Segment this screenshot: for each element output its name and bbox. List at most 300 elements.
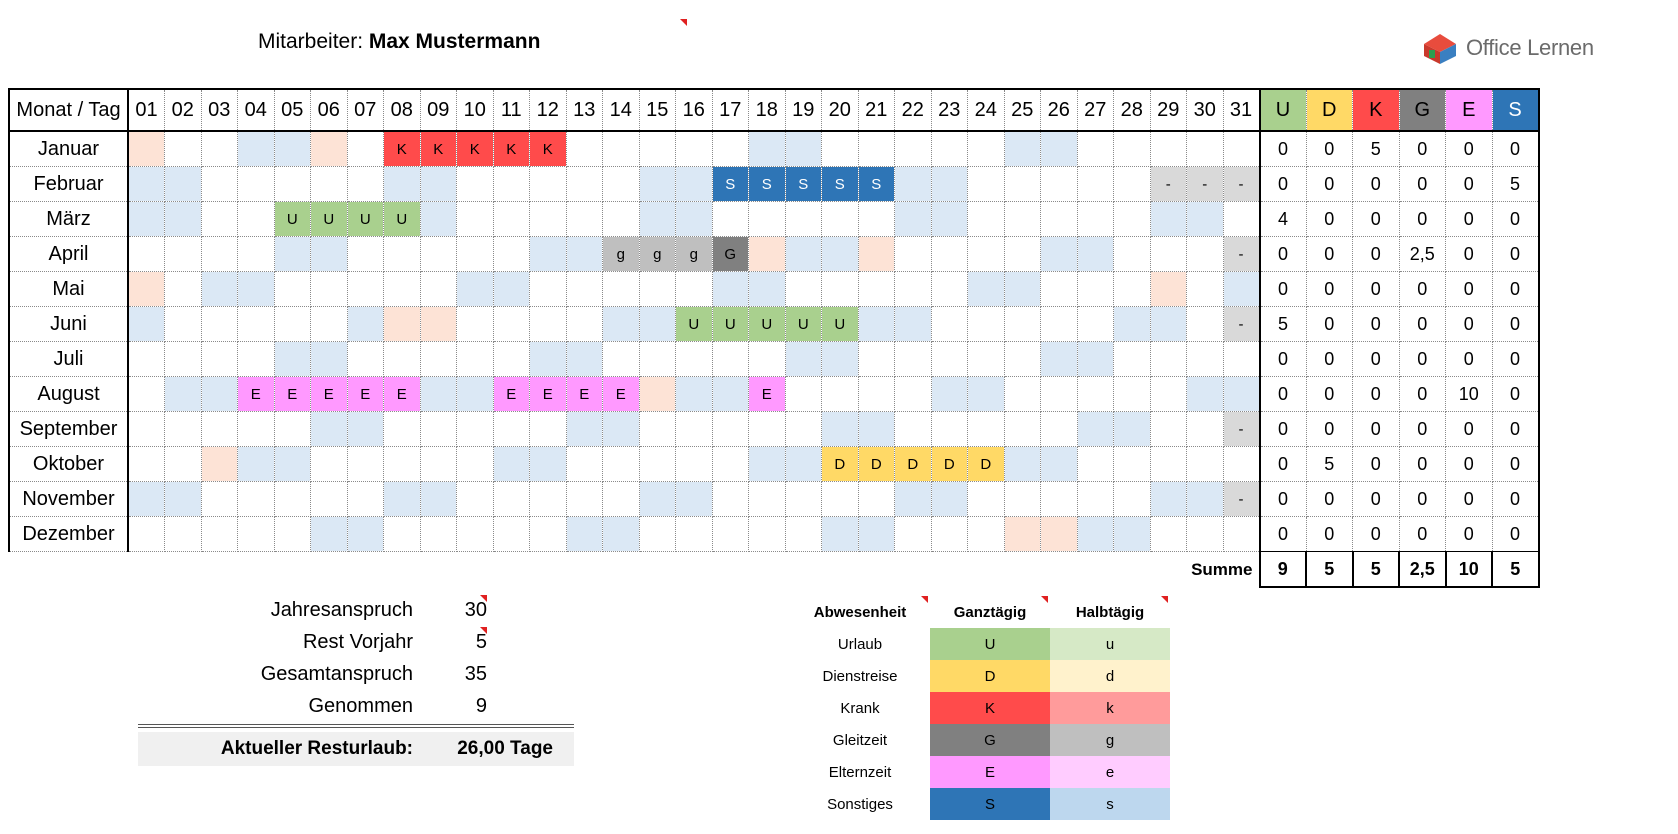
day-cell[interactable] [676, 517, 713, 552]
day-cell[interactable] [639, 342, 676, 377]
day-cell[interactable] [493, 237, 530, 272]
day-cell[interactable] [201, 377, 238, 412]
day-cell[interactable] [603, 202, 640, 237]
day-cell[interactable] [968, 167, 1005, 202]
day-cell[interactable] [384, 447, 421, 482]
day-cell[interactable] [712, 377, 749, 412]
day-cell[interactable] [128, 202, 165, 237]
comment-indicator-icon[interactable] [1161, 596, 1168, 603]
day-cell[interactable] [238, 307, 275, 342]
day-cell[interactable] [274, 307, 311, 342]
day-cell[interactable]: - [1223, 412, 1260, 447]
day-cell[interactable] [1223, 202, 1260, 237]
day-cell[interactable] [128, 237, 165, 272]
day-cell[interactable] [274, 482, 311, 517]
day-cell[interactable]: g [603, 237, 640, 272]
day-cell[interactable] [1114, 412, 1151, 447]
summary-value[interactable]: 35 [464, 662, 487, 685]
day-cell[interactable] [1004, 447, 1041, 482]
day-cell[interactable] [420, 202, 457, 237]
day-cell[interactable] [530, 202, 567, 237]
day-cell[interactable] [603, 482, 640, 517]
day-cell[interactable] [712, 447, 749, 482]
day-cell[interactable] [128, 517, 165, 552]
day-cell[interactable] [347, 272, 384, 307]
day-cell[interactable] [676, 167, 713, 202]
day-cell[interactable] [931, 202, 968, 237]
day-cell[interactable] [128, 412, 165, 447]
day-cell[interactable] [968, 237, 1005, 272]
day-cell[interactable] [457, 447, 494, 482]
day-cell[interactable] [603, 447, 640, 482]
day-cell[interactable] [1077, 517, 1114, 552]
day-cell[interactable] [1004, 342, 1041, 377]
day-cell[interactable] [1187, 237, 1224, 272]
day-cell[interactable] [165, 202, 202, 237]
day-cell[interactable]: S [858, 167, 895, 202]
day-cell[interactable] [785, 202, 822, 237]
day-cell[interactable]: - [1187, 167, 1224, 202]
day-cell[interactable]: K [493, 131, 530, 167]
day-cell[interactable] [311, 237, 348, 272]
day-cell[interactable] [201, 272, 238, 307]
day-cell[interactable] [639, 307, 676, 342]
day-cell[interactable] [128, 377, 165, 412]
day-cell[interactable] [858, 482, 895, 517]
day-cell[interactable] [457, 342, 494, 377]
day-cell[interactable] [420, 272, 457, 307]
day-cell[interactable] [858, 307, 895, 342]
day-cell[interactable] [749, 342, 786, 377]
day-cell[interactable] [165, 517, 202, 552]
day-cell[interactable] [712, 272, 749, 307]
day-cell[interactable]: U [347, 202, 384, 237]
day-cell[interactable]: U [274, 202, 311, 237]
comment-indicator-icon[interactable] [480, 595, 487, 602]
day-cell[interactable]: E [749, 377, 786, 412]
day-cell[interactable] [968, 412, 1005, 447]
day-cell[interactable]: S [712, 167, 749, 202]
day-cell[interactable] [968, 342, 1005, 377]
day-cell[interactable] [895, 272, 932, 307]
day-cell[interactable] [165, 342, 202, 377]
day-cell[interactable] [1004, 482, 1041, 517]
day-cell[interactable]: E [603, 377, 640, 412]
day-cell[interactable] [165, 482, 202, 517]
day-cell[interactable] [347, 342, 384, 377]
day-cell[interactable] [603, 131, 640, 167]
day-cell[interactable] [968, 377, 1005, 412]
day-cell[interactable] [858, 237, 895, 272]
day-cell[interactable]: D [968, 447, 1005, 482]
day-cell[interactable] [1004, 167, 1041, 202]
day-cell[interactable]: E [530, 377, 567, 412]
day-cell[interactable] [493, 307, 530, 342]
day-cell[interactable] [1114, 272, 1151, 307]
day-cell[interactable] [1187, 131, 1224, 167]
day-cell[interactable] [712, 202, 749, 237]
day-cell[interactable] [420, 237, 457, 272]
day-cell[interactable] [274, 517, 311, 552]
day-cell[interactable] [311, 412, 348, 447]
day-cell[interactable] [566, 131, 603, 167]
day-cell[interactable] [1004, 272, 1041, 307]
day-cell[interactable] [1114, 517, 1151, 552]
day-cell[interactable] [858, 131, 895, 167]
day-cell[interactable] [639, 482, 676, 517]
day-cell[interactable] [639, 412, 676, 447]
day-cell[interactable] [384, 412, 421, 447]
day-cell[interactable] [201, 131, 238, 167]
day-cell[interactable] [931, 167, 968, 202]
day-cell[interactable] [384, 517, 421, 552]
day-cell[interactable] [931, 272, 968, 307]
day-cell[interactable] [238, 342, 275, 377]
day-cell[interactable] [676, 447, 713, 482]
day-cell[interactable] [457, 377, 494, 412]
day-cell[interactable] [639, 447, 676, 482]
day-cell[interactable] [1041, 307, 1078, 342]
day-cell[interactable] [822, 237, 859, 272]
day-cell[interactable] [858, 517, 895, 552]
day-cell[interactable] [1223, 272, 1260, 307]
day-cell[interactable] [420, 447, 457, 482]
day-cell[interactable] [639, 272, 676, 307]
day-cell[interactable] [1114, 447, 1151, 482]
day-cell[interactable] [457, 167, 494, 202]
day-cell[interactable] [201, 167, 238, 202]
day-cell[interactable] [858, 377, 895, 412]
day-cell[interactable] [384, 272, 421, 307]
day-cell[interactable] [1114, 342, 1151, 377]
day-cell[interactable] [566, 307, 603, 342]
day-cell[interactable] [749, 447, 786, 482]
day-cell[interactable] [931, 237, 968, 272]
day-cell[interactable]: K [530, 131, 567, 167]
day-cell[interactable] [603, 517, 640, 552]
day-cell[interactable] [530, 447, 567, 482]
day-cell[interactable] [274, 237, 311, 272]
day-cell[interactable] [822, 377, 859, 412]
day-cell[interactable] [1077, 412, 1114, 447]
day-cell[interactable]: U [384, 202, 421, 237]
day-cell[interactable]: E [566, 377, 603, 412]
day-cell[interactable] [201, 237, 238, 272]
day-cell[interactable] [785, 447, 822, 482]
day-cell[interactable] [384, 482, 421, 517]
day-cell[interactable] [420, 342, 457, 377]
day-cell[interactable] [1077, 447, 1114, 482]
day-cell[interactable] [493, 272, 530, 307]
day-cell[interactable] [968, 517, 1005, 552]
day-cell[interactable] [311, 342, 348, 377]
day-cell[interactable] [238, 131, 275, 167]
day-cell[interactable] [822, 202, 859, 237]
day-cell[interactable] [238, 237, 275, 272]
day-cell[interactable] [1114, 202, 1151, 237]
day-cell[interactable] [493, 202, 530, 237]
day-cell[interactable] [1041, 237, 1078, 272]
day-cell[interactable] [676, 482, 713, 517]
day-cell[interactable]: E [311, 377, 348, 412]
day-cell[interactable] [566, 237, 603, 272]
summary-value[interactable]: 5 [413, 631, 487, 654]
day-cell[interactable] [1041, 167, 1078, 202]
day-cell[interactable] [420, 377, 457, 412]
day-cell[interactable]: S [822, 167, 859, 202]
day-cell[interactable] [749, 482, 786, 517]
day-cell[interactable] [238, 167, 275, 202]
day-cell[interactable] [457, 307, 494, 342]
day-cell[interactable]: D [858, 447, 895, 482]
day-cell[interactable] [128, 447, 165, 482]
day-cell[interactable] [822, 482, 859, 517]
day-cell[interactable] [1150, 237, 1187, 272]
day-cell[interactable] [493, 517, 530, 552]
day-cell[interactable]: U [311, 202, 348, 237]
day-cell[interactable]: U [822, 307, 859, 342]
day-cell[interactable] [1150, 412, 1187, 447]
day-cell[interactable] [457, 272, 494, 307]
day-cell[interactable] [603, 342, 640, 377]
day-cell[interactable] [566, 482, 603, 517]
day-cell[interactable] [165, 412, 202, 447]
day-cell[interactable] [931, 307, 968, 342]
day-cell[interactable] [712, 412, 749, 447]
day-cell[interactable]: - [1223, 482, 1260, 517]
day-cell[interactable] [274, 447, 311, 482]
day-cell[interactable] [1150, 482, 1187, 517]
day-cell[interactable] [895, 131, 932, 167]
day-cell[interactable] [1223, 131, 1260, 167]
day-cell[interactable] [749, 517, 786, 552]
day-cell[interactable] [347, 412, 384, 447]
day-cell[interactable] [201, 202, 238, 237]
day-cell[interactable] [566, 447, 603, 482]
day-cell[interactable] [238, 272, 275, 307]
day-cell[interactable] [749, 202, 786, 237]
day-cell[interactable] [128, 307, 165, 342]
day-cell[interactable] [347, 517, 384, 552]
day-cell[interactable] [311, 482, 348, 517]
day-cell[interactable] [128, 272, 165, 307]
day-cell[interactable]: G [712, 237, 749, 272]
day-cell[interactable] [822, 272, 859, 307]
day-cell[interactable] [1041, 202, 1078, 237]
day-cell[interactable] [420, 482, 457, 517]
day-cell[interactable] [785, 377, 822, 412]
day-cell[interactable] [1077, 342, 1114, 377]
day-cell[interactable] [1150, 342, 1187, 377]
day-cell[interactable] [639, 202, 676, 237]
day-cell[interactable] [311, 131, 348, 167]
day-cell[interactable] [274, 272, 311, 307]
day-cell[interactable] [639, 167, 676, 202]
comment-indicator-icon[interactable] [1041, 596, 1048, 603]
day-cell[interactable] [858, 342, 895, 377]
day-cell[interactable] [201, 517, 238, 552]
day-cell[interactable] [822, 131, 859, 167]
day-cell[interactable] [347, 482, 384, 517]
day-cell[interactable] [895, 377, 932, 412]
day-cell[interactable] [968, 482, 1005, 517]
day-cell[interactable] [1041, 447, 1078, 482]
day-cell[interactable] [1004, 307, 1041, 342]
day-cell[interactable] [238, 482, 275, 517]
day-cell[interactable] [895, 482, 932, 517]
day-cell[interactable]: K [457, 131, 494, 167]
day-cell[interactable] [1004, 377, 1041, 412]
day-cell[interactable] [165, 131, 202, 167]
day-cell[interactable] [931, 412, 968, 447]
day-cell[interactable] [895, 237, 932, 272]
day-cell[interactable] [530, 272, 567, 307]
day-cell[interactable]: - [1223, 237, 1260, 272]
day-cell[interactable]: g [676, 237, 713, 272]
day-cell[interactable] [1041, 272, 1078, 307]
day-cell[interactable] [530, 307, 567, 342]
day-cell[interactable] [749, 237, 786, 272]
day-cell[interactable] [1114, 307, 1151, 342]
day-cell[interactable] [274, 412, 311, 447]
summary-value[interactable]: 30 [413, 599, 487, 622]
day-cell[interactable]: U [676, 307, 713, 342]
day-cell[interactable] [238, 517, 275, 552]
day-cell[interactable] [457, 237, 494, 272]
day-cell[interactable] [238, 202, 275, 237]
day-cell[interactable] [676, 202, 713, 237]
day-cell[interactable] [895, 202, 932, 237]
day-cell[interactable] [493, 412, 530, 447]
day-cell[interactable] [1004, 412, 1041, 447]
day-cell[interactable] [603, 307, 640, 342]
day-cell[interactable] [165, 307, 202, 342]
day-cell[interactable] [493, 342, 530, 377]
day-cell[interactable] [1041, 517, 1078, 552]
day-cell[interactable] [566, 342, 603, 377]
day-cell[interactable] [895, 517, 932, 552]
day-cell[interactable]: E [274, 377, 311, 412]
day-cell[interactable] [530, 167, 567, 202]
day-cell[interactable] [530, 412, 567, 447]
day-cell[interactable] [238, 447, 275, 482]
day-cell[interactable] [931, 377, 968, 412]
day-cell[interactable] [1114, 482, 1151, 517]
day-cell[interactable] [895, 412, 932, 447]
day-cell[interactable] [749, 131, 786, 167]
day-cell[interactable] [1223, 447, 1260, 482]
day-cell[interactable] [128, 482, 165, 517]
day-cell[interactable] [1004, 517, 1041, 552]
day-cell[interactable] [1187, 202, 1224, 237]
day-cell[interactable] [384, 167, 421, 202]
day-cell[interactable] [1187, 482, 1224, 517]
day-cell[interactable] [165, 167, 202, 202]
day-cell[interactable] [931, 517, 968, 552]
day-cell[interactable] [1077, 202, 1114, 237]
day-cell[interactable] [420, 517, 457, 552]
day-cell[interactable]: - [1150, 167, 1187, 202]
day-cell[interactable] [1114, 377, 1151, 412]
day-cell[interactable] [566, 412, 603, 447]
day-cell[interactable]: S [749, 167, 786, 202]
day-cell[interactable] [1041, 377, 1078, 412]
day-cell[interactable] [201, 342, 238, 377]
day-cell[interactable]: D [822, 447, 859, 482]
day-cell[interactable] [1187, 272, 1224, 307]
comment-indicator-icon[interactable] [480, 627, 487, 634]
day-cell[interactable] [384, 307, 421, 342]
day-cell[interactable] [1150, 307, 1187, 342]
day-cell[interactable] [676, 342, 713, 377]
day-cell[interactable] [530, 517, 567, 552]
day-cell[interactable] [603, 412, 640, 447]
day-cell[interactable] [785, 272, 822, 307]
day-cell[interactable] [1041, 131, 1078, 167]
day-cell[interactable] [858, 272, 895, 307]
day-cell[interactable] [1187, 447, 1224, 482]
day-cell[interactable] [457, 202, 494, 237]
day-cell[interactable] [676, 377, 713, 412]
day-cell[interactable] [566, 517, 603, 552]
day-cell[interactable] [457, 517, 494, 552]
day-cell[interactable]: U [749, 307, 786, 342]
day-cell[interactable] [566, 272, 603, 307]
day-cell[interactable] [1114, 237, 1151, 272]
day-cell[interactable] [1077, 272, 1114, 307]
day-cell[interactable] [785, 482, 822, 517]
day-cell[interactable] [1004, 202, 1041, 237]
day-cell[interactable] [749, 412, 786, 447]
day-cell[interactable] [1004, 131, 1041, 167]
day-cell[interactable] [165, 447, 202, 482]
day-cell[interactable]: U [785, 307, 822, 342]
day-cell[interactable] [785, 237, 822, 272]
day-cell[interactable] [639, 377, 676, 412]
day-cell[interactable] [566, 167, 603, 202]
day-cell[interactable] [1150, 517, 1187, 552]
day-cell[interactable] [1187, 377, 1224, 412]
day-cell[interactable] [201, 447, 238, 482]
day-cell[interactable] [1077, 131, 1114, 167]
day-cell[interactable] [274, 342, 311, 377]
day-cell[interactable] [968, 202, 1005, 237]
day-cell[interactable] [493, 447, 530, 482]
day-cell[interactable] [1150, 377, 1187, 412]
day-cell[interactable] [931, 131, 968, 167]
day-cell[interactable] [968, 131, 1005, 167]
day-cell[interactable] [566, 202, 603, 237]
day-cell[interactable] [1041, 412, 1078, 447]
day-cell[interactable]: - [1223, 167, 1260, 202]
day-cell[interactable] [530, 342, 567, 377]
day-cell[interactable] [165, 377, 202, 412]
day-cell[interactable] [420, 167, 457, 202]
day-cell[interactable] [968, 307, 1005, 342]
day-cell[interactable]: U [712, 307, 749, 342]
day-cell[interactable] [1077, 307, 1114, 342]
day-cell[interactable] [420, 412, 457, 447]
comment-indicator-icon[interactable] [921, 596, 928, 603]
day-cell[interactable] [785, 131, 822, 167]
day-cell[interactable] [712, 131, 749, 167]
day-cell[interactable]: D [931, 447, 968, 482]
day-cell[interactable] [968, 272, 1005, 307]
day-cell[interactable] [347, 237, 384, 272]
day-cell[interactable] [128, 167, 165, 202]
day-cell[interactable] [1077, 482, 1114, 517]
day-cell[interactable] [201, 412, 238, 447]
